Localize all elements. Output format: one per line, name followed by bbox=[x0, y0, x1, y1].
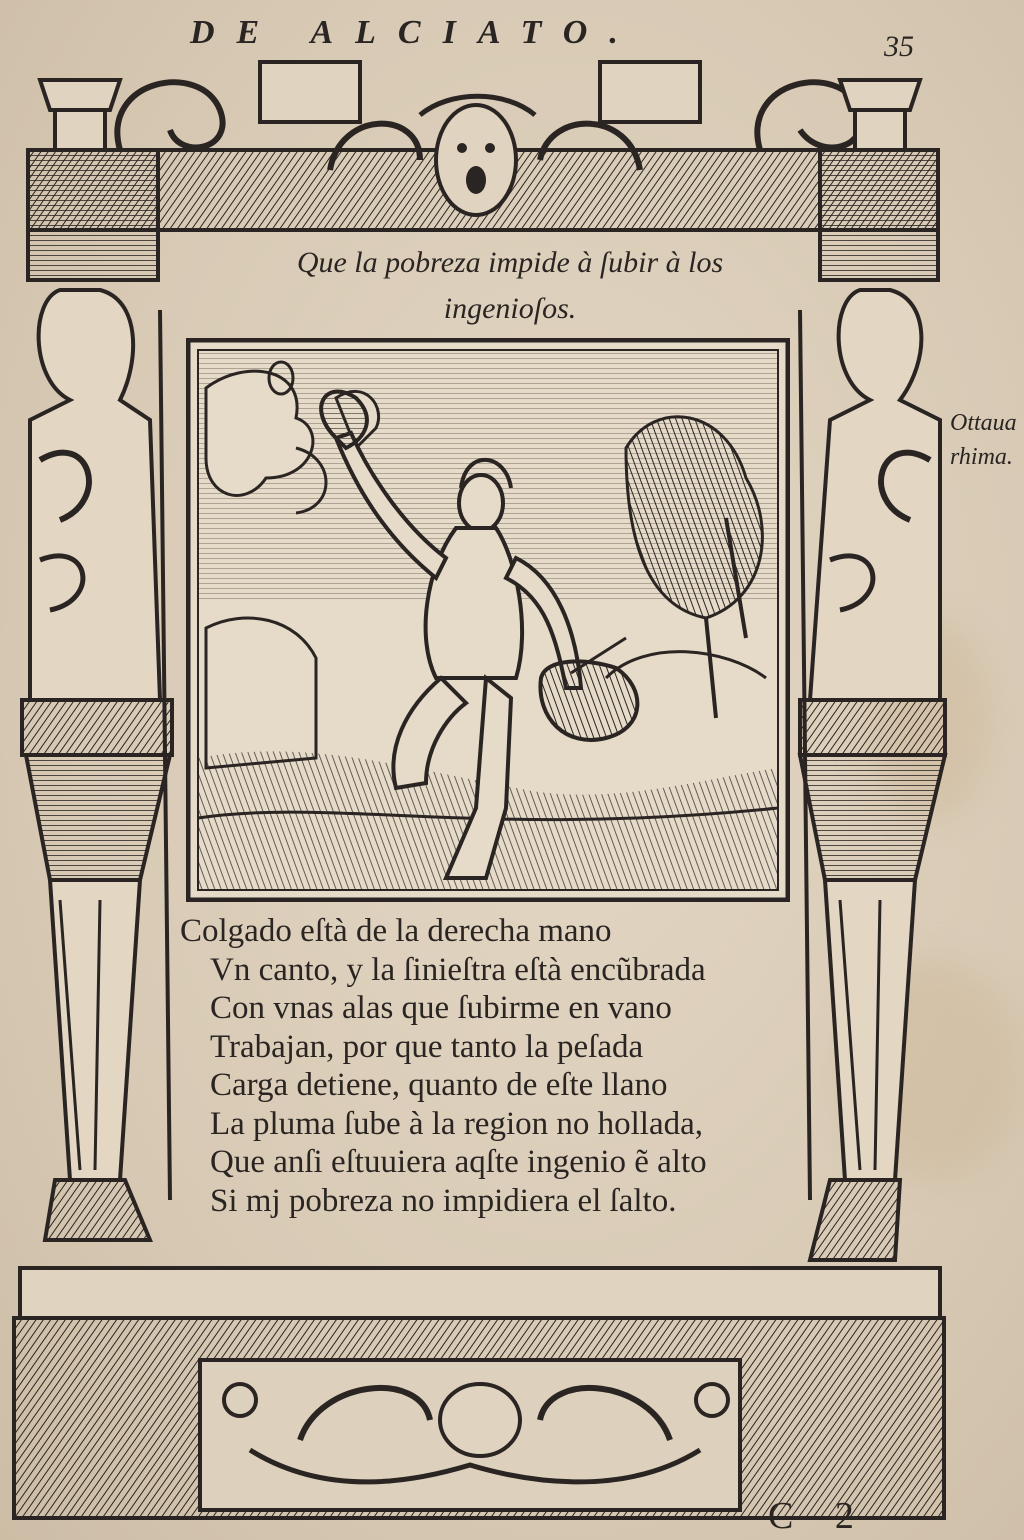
margin-note: Ottaua rhima. bbox=[950, 410, 1017, 470]
woodcut-illustration bbox=[186, 338, 790, 902]
verse-stanza bbox=[180, 912, 820, 1220]
emblem-motto: Que la pobreza impide à ſubir à los ingenioſos. bbox=[296, 246, 724, 325]
page-number: 35 bbox=[884, 30, 914, 63]
signature-mark: C 2 bbox=[768, 1495, 870, 1537]
running-head: DE ALCIATO. bbox=[190, 14, 640, 51]
right-caryatid bbox=[800, 290, 945, 1260]
bottom-plinth bbox=[14, 1268, 944, 1518]
verse-line: Trabajan, por que tanto la peſada bbox=[210, 1028, 644, 1065]
verse-line: Carga detiene, quanto de eſte llano bbox=[210, 1067, 668, 1103]
verse-line: Con vnas alas que ſubirme en vano bbox=[210, 990, 672, 1026]
verse-line: Si mj pobreza no impidiera el ſalto. bbox=[210, 1182, 677, 1219]
verse-line: La pluma ſube à la region no hollada, bbox=[210, 1105, 704, 1142]
verse-line: Vn canto, y la ſinieſtra eſtà encũbrada bbox=[210, 951, 706, 988]
left-caryatid bbox=[22, 290, 172, 1240]
verse-line: Colgado eſtà de la derecha mano bbox=[180, 913, 612, 949]
verse-line: Que anſi eſtuuiera aqſte ingenio ẽ alto bbox=[210, 1144, 707, 1180]
